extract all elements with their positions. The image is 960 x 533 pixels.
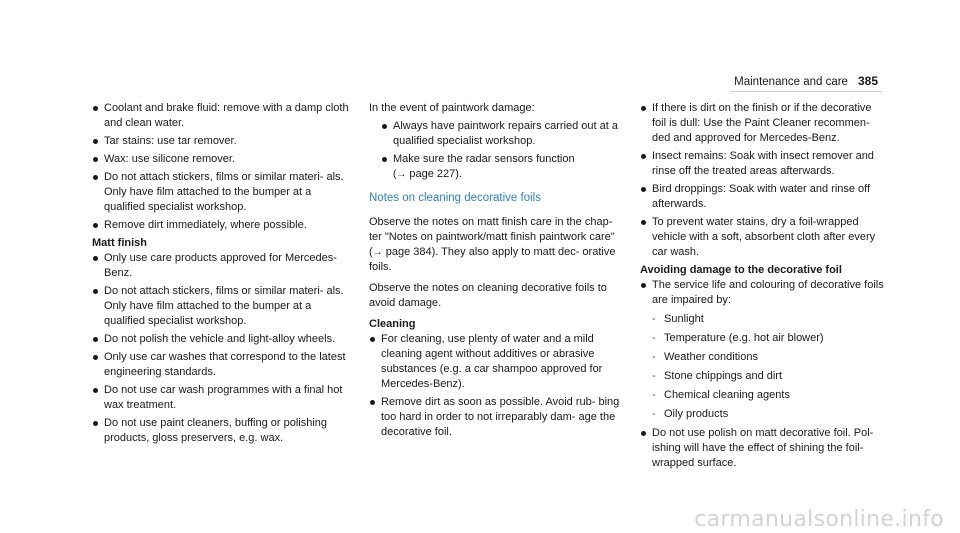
foils-paragraph-2: Observe the notes on cleaning decorative foils to avoid damage.: [369, 282, 607, 309]
column-right: [640, 101, 888, 474]
list-item: Only use care products approved for Mercedes-Benz.: [92, 251, 354, 281]
dash-item: - Oily products: [652, 407, 888, 422]
list-item: Do not use polish on matt decorative foil. Pol- ishing will have the effect of shining the foil- wrapped surface.: [640, 426, 888, 471]
foils-paragraph-1: [369, 215, 621, 275]
list-item: [640, 278, 888, 422]
page-ref-arrow: →: [372, 247, 383, 258]
list-item: Do not polish the vehicle and light-alloy wheels.: [92, 332, 354, 347]
list-item: Bird droppings: Soak with water and rinse off afterwards.: [640, 182, 888, 212]
avoid-damage-heading: Avoiding damage to the decorative foil: [640, 264, 842, 276]
watermark-text: carmanualsonline.info: [694, 507, 944, 532]
list-item: Tar stains: use tar remover.: [92, 134, 354, 149]
damage-intro: In the event of paintwork damage:: [369, 102, 535, 114]
dash-item: - Chemical cleaning agents: [652, 388, 888, 403]
list-item: Remove dirt immediately, where possible.: [92, 218, 354, 233]
page-number: 385: [857, 74, 878, 88]
list-item: [381, 152, 621, 182]
damage-list: [381, 119, 621, 182]
section-title: Maintenance and care: [734, 76, 848, 88]
page-ref-link[interactable]: page 384). They also apply to matt dec- orative foils.: [369, 246, 616, 273]
list-item: Only use car washes that correspond to the latest engineering standards.: [92, 350, 354, 380]
column-left: [92, 101, 354, 449]
page-ref-arrow: (→: [393, 169, 407, 180]
list-item: Insect remains: Soak with insect remover and rinse off the treated areas afterwards.: [640, 149, 888, 179]
cleaning-heading: Cleaning: [369, 318, 416, 330]
impair-factors-list: [652, 312, 888, 422]
list-item: For cleaning, use plenty of water and a mild cleaning agent without additives or abrasive substances (e.g. a car shampoo approved for Mercedes-Benz).: [369, 332, 621, 392]
service-life-text: The service life and colouring of decorative foils are impaired by:: [652, 279, 884, 306]
list-item: Do not attach stickers, films or similar materi- als. Only have film attached to the bumper at a qualified specialist workshop.: [92, 170, 354, 215]
list-item: Wax: use silicone remover.: [92, 152, 354, 167]
column-middle: [369, 101, 621, 443]
avoid-damage-list: [640, 278, 888, 471]
general-care-list: [92, 101, 354, 233]
foil-care-list: [640, 101, 888, 260]
cleaning-list: [369, 332, 621, 440]
dash-item: - Sunlight: [652, 312, 888, 327]
list-item: Remove dirt as soon as possible. Avoid rub- bing too hard in order to not irreparably dam- age the decorative foil.: [369, 395, 621, 440]
list-item: If there is dirt on the finish or if the decorative foil is dull: Use the Paint Cleaner recommen- ded and approved for Mercedes-Benz.: [640, 101, 888, 146]
list-item: Do not use paint cleaners, buffing or polishing products, gloss preservers, e.g. wax.: [92, 416, 354, 446]
list-item: Always have paintwork repairs carried out at a qualified specialist workshop.: [381, 119, 621, 149]
page-header: [734, 74, 878, 90]
dash-item: - Stone chippings and dirt: [652, 369, 888, 384]
dash-item: - Temperature (e.g. hot air blower): [652, 331, 888, 346]
matt-finish-list: [92, 251, 354, 446]
radar-text: Make sure the radar sensors function: [393, 153, 575, 165]
list-item: To prevent water stains, dry a foil-wrapped vehicle with a soft, absorbent cloth after every car wash.: [640, 215, 888, 260]
matt-finish-heading: Matt finish: [92, 237, 147, 249]
dash-item: - Weather conditions: [652, 350, 888, 365]
list-item: Coolant and brake fluid: remove with a damp cloth and clean water.: [92, 101, 354, 131]
list-item: Do not use car wash programmes with a final hot wax treatment.: [92, 383, 354, 413]
list-item: Do not attach stickers, films or similar materi- als. Only have film attached to the bumper at a qualified specialist workshop.: [92, 284, 354, 329]
foils-section-heading: Notes on cleaning decorative foils: [369, 192, 541, 204]
page-ref-link[interactable]: page 227).: [409, 168, 463, 180]
para1-text-a: Observe the notes on matt finish care in the chap- ter "Notes on paintwork/matt finish paintwork care" (: [369, 216, 615, 258]
